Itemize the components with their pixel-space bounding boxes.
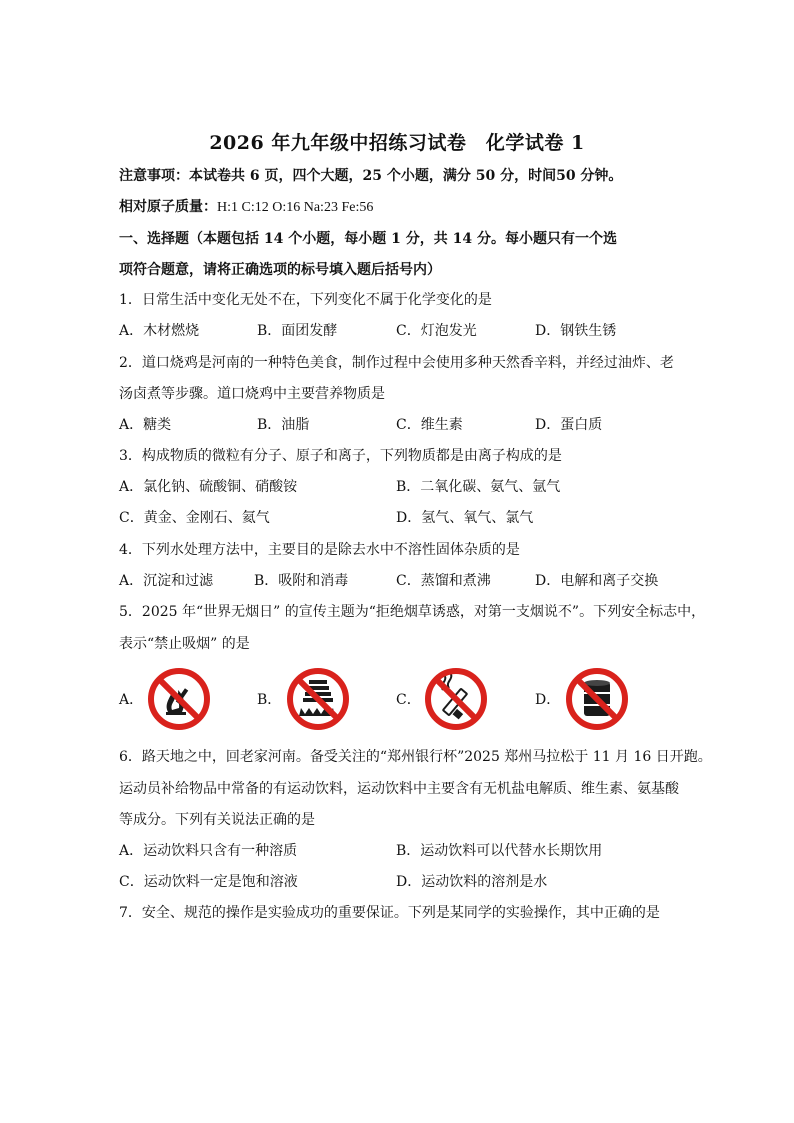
q2-option-a: A．糖类 [119, 417, 172, 433]
q4-option-d: D．电解和离子交换 [535, 573, 659, 589]
q5-option-a-label: A． [119, 692, 144, 708]
q1-option-d: D．钢铁生锈 [535, 323, 617, 339]
q4-option-b: B．吸附和消毒 [254, 573, 349, 589]
q6-option-a: A．运动饮料只含有一种溶质 [119, 843, 298, 859]
q2-option-c: C．维生素 [396, 417, 463, 433]
question-2-stem-line-2: 汤卤煮等步骤。道口烧鸡中主要营养物质是 [119, 386, 385, 402]
section-heading-line-2: 项符合题意，请将正确选项的标号填入题后括号内） [119, 262, 441, 278]
q6-option-d: D．运动饮料的溶剂是水 [396, 874, 548, 890]
q4-option-a: A．沉淀和过滤 [119, 573, 214, 589]
q3-option-c: C．黄金、金刚石、氦气 [119, 510, 270, 526]
q2-option-b: B．油脂 [257, 417, 310, 433]
atomic-mass-values: H:1 C:12 O:16 Na:23 Fe:56 [217, 200, 374, 215]
exam-title: 2026 年九年级中招练习试卷 化学试卷 1 [209, 132, 585, 154]
question-2-stem-line-1: 2．道口烧鸡是河南的一种特色美食，制作过程中会使用多种天然香辛料，并经过油炸、老 [119, 355, 674, 371]
question-5-stem-line-2: 表示“禁止吸烟” 的是 [119, 636, 250, 652]
q3-option-b: B．二氧化碳、氨气、氩气 [396, 479, 561, 495]
question-6-stem-line-3: 等成分。下列有关说法正确的是 [119, 812, 315, 828]
section-heading-line-1: 一、选择题（本题包括 14 个小题，每小题 1 分，共 14 分。每小题只有一个选 [119, 231, 617, 247]
no-fireworks-icon [285, 666, 351, 732]
question-3-stem: 3．构成物质的微粒有分子、原子和离子，下列物质都是由离子构成的是 [119, 448, 562, 464]
q4-option-c: C．蒸馏和煮沸 [396, 573, 491, 589]
notice-label: 注意事项： [119, 168, 189, 184]
question-6-stem-line-2: 运动员补给物品中常备的有运动饮料，运动饮料中主要含有无机盐电解质、维生素、氨基酸 [119, 781, 679, 797]
q1-option-b: B．面团发酵 [257, 323, 338, 339]
no-smoking-icon [423, 666, 489, 732]
q3-option-d: D．氢气、氧气、氯气 [396, 510, 534, 526]
q5-option-c-label: C． [396, 692, 421, 708]
question-7-stem: 7．安全、规范的操作是实验成功的重要保证。下列是某同学的实验操作，其中正确的是 [119, 905, 660, 921]
q1-option-c: C．灯泡发光 [396, 323, 477, 339]
notice-line [119, 166, 622, 186]
q1-option-a: A．木材燃烧 [119, 323, 200, 339]
q6-option-c: C．运动饮料一定是饱和溶液 [119, 874, 298, 890]
atomic-mass-label: 相对原子质量： [119, 199, 217, 215]
question-1-stem: 1．日常生活中变化无处不在，下列变化不属于化学变化的是 [119, 292, 492, 308]
notice-text: 本试卷共 6 页，四个大题，25 个小题，满分 50 分，时间50 分钟。 [189, 168, 623, 184]
question-6-stem-line-1: 6．路天地之中，回老家河南。备受关注的“郑州银行杯”2025 郑州马拉松于 11 月 16 日开跑。 [119, 749, 712, 765]
no-open-flame-icon [146, 666, 212, 732]
atomic-mass-line [119, 197, 373, 218]
q2-option-d: D．蛋白质 [535, 417, 603, 433]
question-4-stem: 4．下列水处理方法中，主要目的是除去水中不溶性固体杂质的是 [119, 542, 520, 558]
no-fuel-barrel-icon [564, 666, 630, 732]
q5-option-b-label: B． [257, 692, 282, 708]
q5-option-d-label: D． [535, 692, 561, 708]
q3-option-a: A．氯化钠、硫酸铜、硝酸铵 [119, 479, 298, 495]
q6-option-b: B．运动饮料可以代替水长期饮用 [396, 843, 603, 859]
question-5-stem-line-1: 5．2025 年“世界无烟日” 的宣传主题为“拒绝烟草诱惑，对第一支烟说不”。下列安全标志中， [119, 604, 706, 620]
